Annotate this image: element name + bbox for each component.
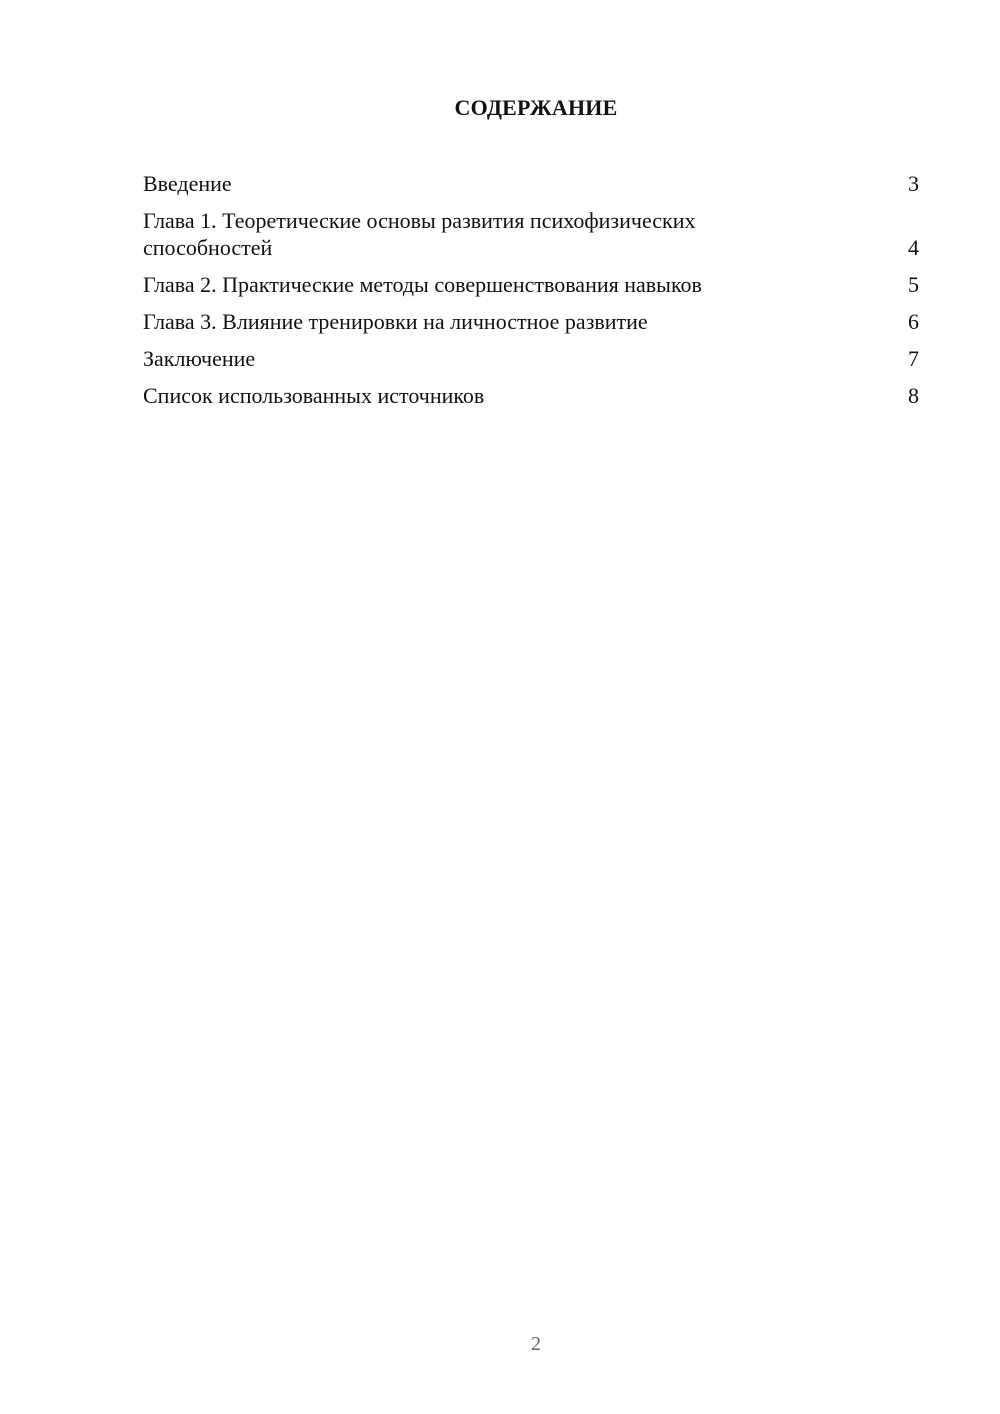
toc-entry [143, 382, 919, 409]
toc-entry [143, 207, 919, 261]
page-number: 2 [531, 1333, 541, 1355]
toc-entry-title: Глава 1. Теоретические основы развития психофизических способностей [143, 208, 696, 260]
toc-entry-title: Глава 2. Практические методы совершенствования навыков [143, 272, 702, 297]
toc-entry-title: Заключение [143, 346, 256, 371]
toc-entry [143, 308, 919, 335]
toc-title: СОДЕРЖАНИЕ [454, 95, 618, 120]
toc-entry-page: 8 [908, 383, 919, 408]
toc-entry-page: 3 [908, 171, 919, 196]
toc-entry [143, 271, 919, 298]
toc-entry-page: 7 [908, 346, 919, 371]
toc-entry-title: Глава 3. Влияние тренировки на личностное развитие [143, 309, 648, 334]
toc-entry-page: 6 [908, 309, 919, 334]
toc-entry-page: 4 [908, 235, 919, 260]
toc-entry [143, 345, 919, 372]
toc-entry-page: 5 [908, 272, 919, 297]
table-of-contents [143, 170, 919, 419]
toc-entry-title: Введение [143, 171, 232, 196]
toc-entry-title: Список использованных источников [143, 383, 485, 408]
toc-entry [143, 170, 919, 197]
